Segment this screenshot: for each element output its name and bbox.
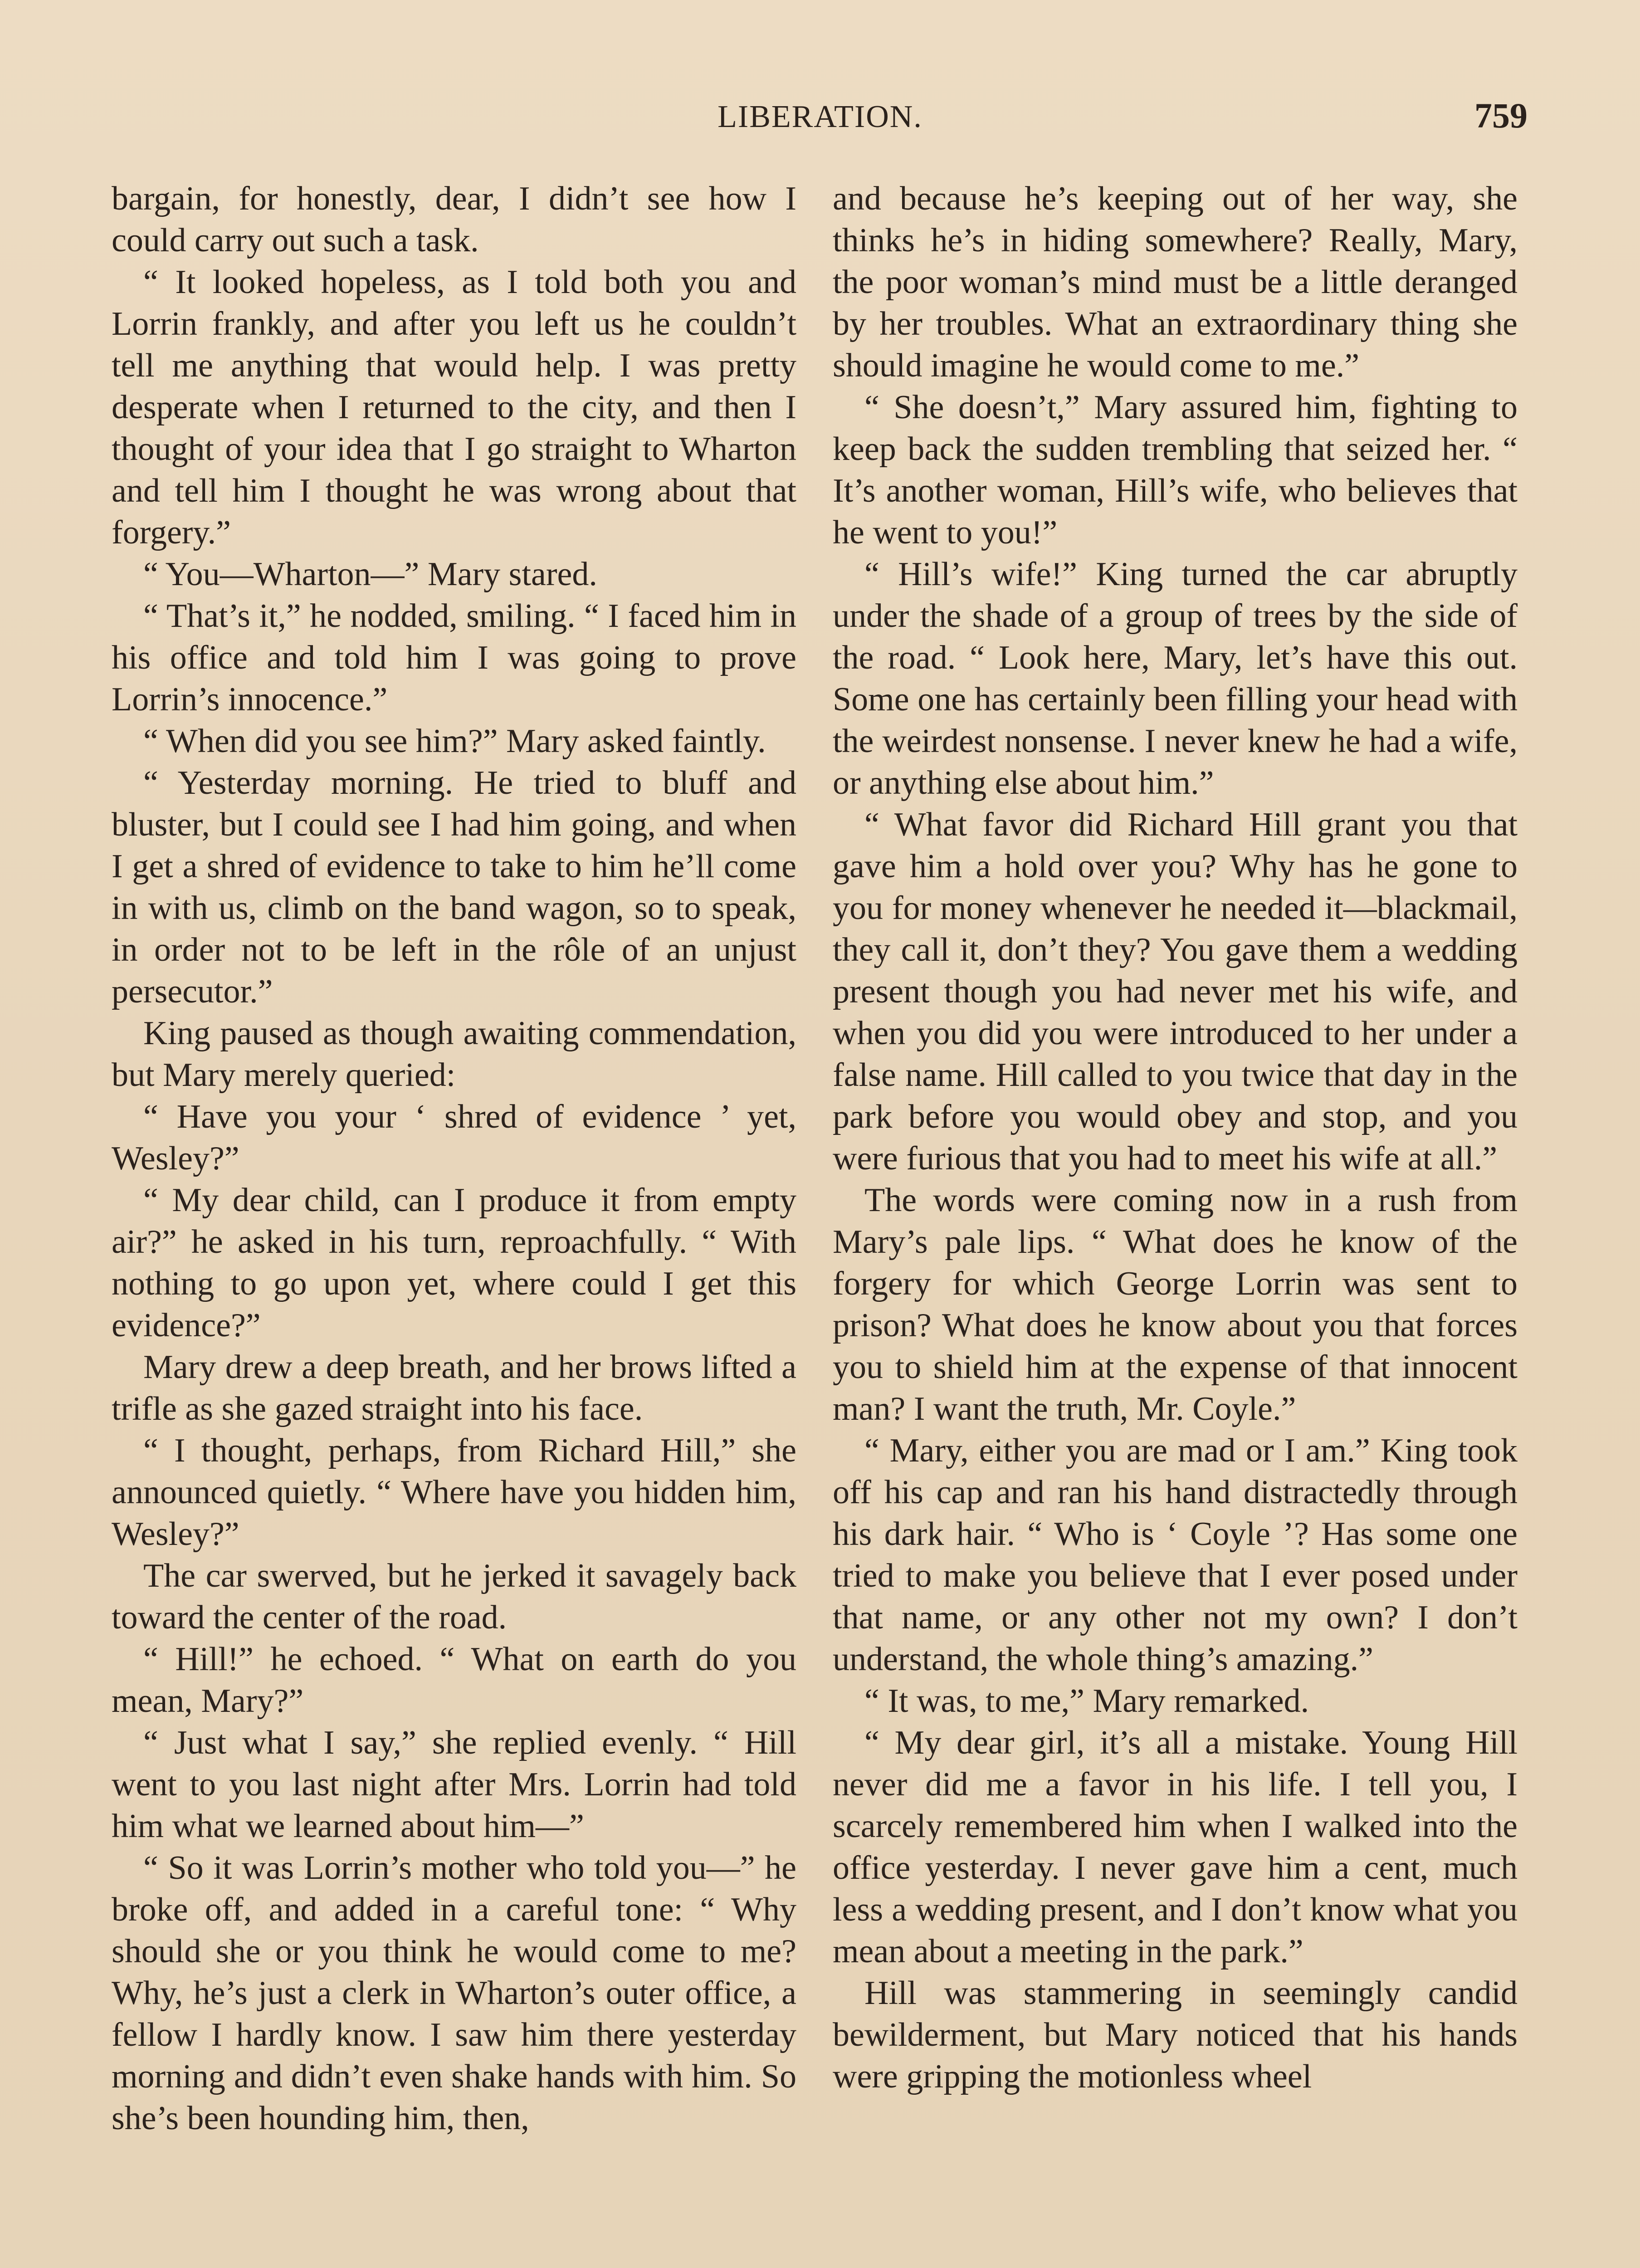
paragraph: “ My dear girl, it’s all a mistake. Young Hill never did me a favor in his life. I tell you, I scarcely remembered him when I walked into the office yesterday. I never gave him a cent, much less a wedding present, and I don’t know what you mean about a meeting in the park.” xyxy=(833,1724,1518,1970)
paragraph: “ Mary, either you are mad or I am.” King took off his cap and ran his hand distractedly through his dark hair. “ Who is ‘ Coyle ’? Has some one tried to make you believe that I ever posed under that name, or any other not my own? I don’t understand, the whole thing’s amazing.” xyxy=(833,1432,1518,1678)
right-column xyxy=(833,178,1518,2268)
paragraph: “ It looked hopeless, as I told both you and Lorrin frankly, and after you left us he couldn’t tell me anything that would help. I was pretty desperate when I returned to the city, and then I thought of your idea that I go straight to Wharton and tell him I thought he was wrong about that forgery.” xyxy=(112,264,796,551)
paragraph: “ Have you your ‘ shred of evidence ’ yet, Wesley?” xyxy=(112,1098,796,1177)
paragraph: and because he’s keeping out of her way, she thinks he’s in hiding somewhere? Really, Mary, the poor woman’s mind must be a little deranged by her troubles. What an extraordinary thing she should imagine he would come to me.” xyxy=(833,180,1518,384)
paragraph: Mary drew a deep breath, and her brows lifted a trifle as she gazed straight into his face. xyxy=(112,1349,796,1427)
paragraph: “ So it was Lorrin’s mother who told you—” he broke off, and added in a careful tone: “ Why should she or you think he would come to me? Why, he’s just a clerk in Wharton’s outer office, a fellow I hardly know. I saw him there yesterday morning and didn’t even shake hands with him. So she’s been hounding him, then, xyxy=(112,1849,796,2137)
paragraph: The car swerved, but he jerked it savagely back toward the center of the road. xyxy=(112,1557,796,1636)
paragraph: “ It was, to me,” Mary remarked. xyxy=(864,1682,1309,1720)
paragraph: “ That’s it,” he nodded, smiling. “ I faced him in his office and told him I was going to prove Lorrin’s innocence.” xyxy=(112,597,796,718)
paragraph: Hill was stammering in seemingly candid bewilderment, but Mary noticed that his hands were gripping the motionless wheel xyxy=(833,1975,1518,2095)
paragraph: King paused as though awaiting commendation, but Mary merely queried: xyxy=(112,1015,796,1094)
paragraph: bargain, for honestly, dear, I didn’t see how I could carry out such a task. xyxy=(112,180,796,259)
paragraph: “ You—Wharton—” Mary stared. xyxy=(143,556,597,593)
paragraph: “ My dear child, can I produce it from empty air?” he asked in his turn, reproachfully. “ With nothing to go upon yet, where could I get this evidence?” xyxy=(112,1182,796,1344)
paragraph: “ What favor did Richard Hill grant you that gave him a hold over you? Why has he gone to you for money whenever he needed it—blackmail, they call it, don’t they? You gave them a wedding present though you had never met his wife, and when you did you were introduced to her under a false name. Hill called to you twice that day in the park before you would obey and stop, and you were furious that you had to meet his wife at all.” xyxy=(833,806,1518,1177)
paragraph: “ Just what I say,” she replied evenly. “ Hill went to you last night after Mrs. Lorrin had told him what we learned about him—” xyxy=(112,1724,796,1845)
paragraph: “ When did you see him?” Mary asked faintly. xyxy=(143,723,766,760)
paragraph: “ Yesterday morning. He tried to bluff and bluster, but I could see I had him going, and when I get a shred of evidence to take to him he’ll come in with us, climb on the band wagon, so to speak, in order not to be left in the rôle of an unjust persecutor.” xyxy=(112,764,796,1010)
page-header xyxy=(0,91,1640,141)
paragraph: The words were coming now in a rush from Mary’s pale lips. “ What does he know of the forgery for which George Lorrin was sent to prison? What does he know about you that forces you to shield him at the expense of that innocent man? I want the truth, Mr. Coyle.” xyxy=(833,1182,1518,1427)
paragraph: “ Hill!” he echoed. “ What on earth do you mean, Mary?” xyxy=(112,1641,796,1720)
running-title: LIBERATION. xyxy=(718,99,922,134)
paragraph: “ She doesn’t,” Mary assured him, fighting to keep back the sudden trembling that seized her. “ It’s another woman, Hill’s wife, who believes that he went to you!” xyxy=(833,389,1518,551)
paragraph: “ I thought, perhaps, from Richard Hill,” she announced quietly. “ Where have you hidden him, Wesley?” xyxy=(112,1432,796,1553)
paragraph: “ Hill’s wife!” King turned the car abruptly under the shade of a group of trees by the side of the road. “ Look here, Mary, let’s have this out. Some one has certainly been filling your head with the weirdest nonsense. I never knew he had a wife, or anything else about him.” xyxy=(833,556,1518,802)
page-number: 759 xyxy=(1474,96,1528,135)
left-column xyxy=(112,178,796,2268)
